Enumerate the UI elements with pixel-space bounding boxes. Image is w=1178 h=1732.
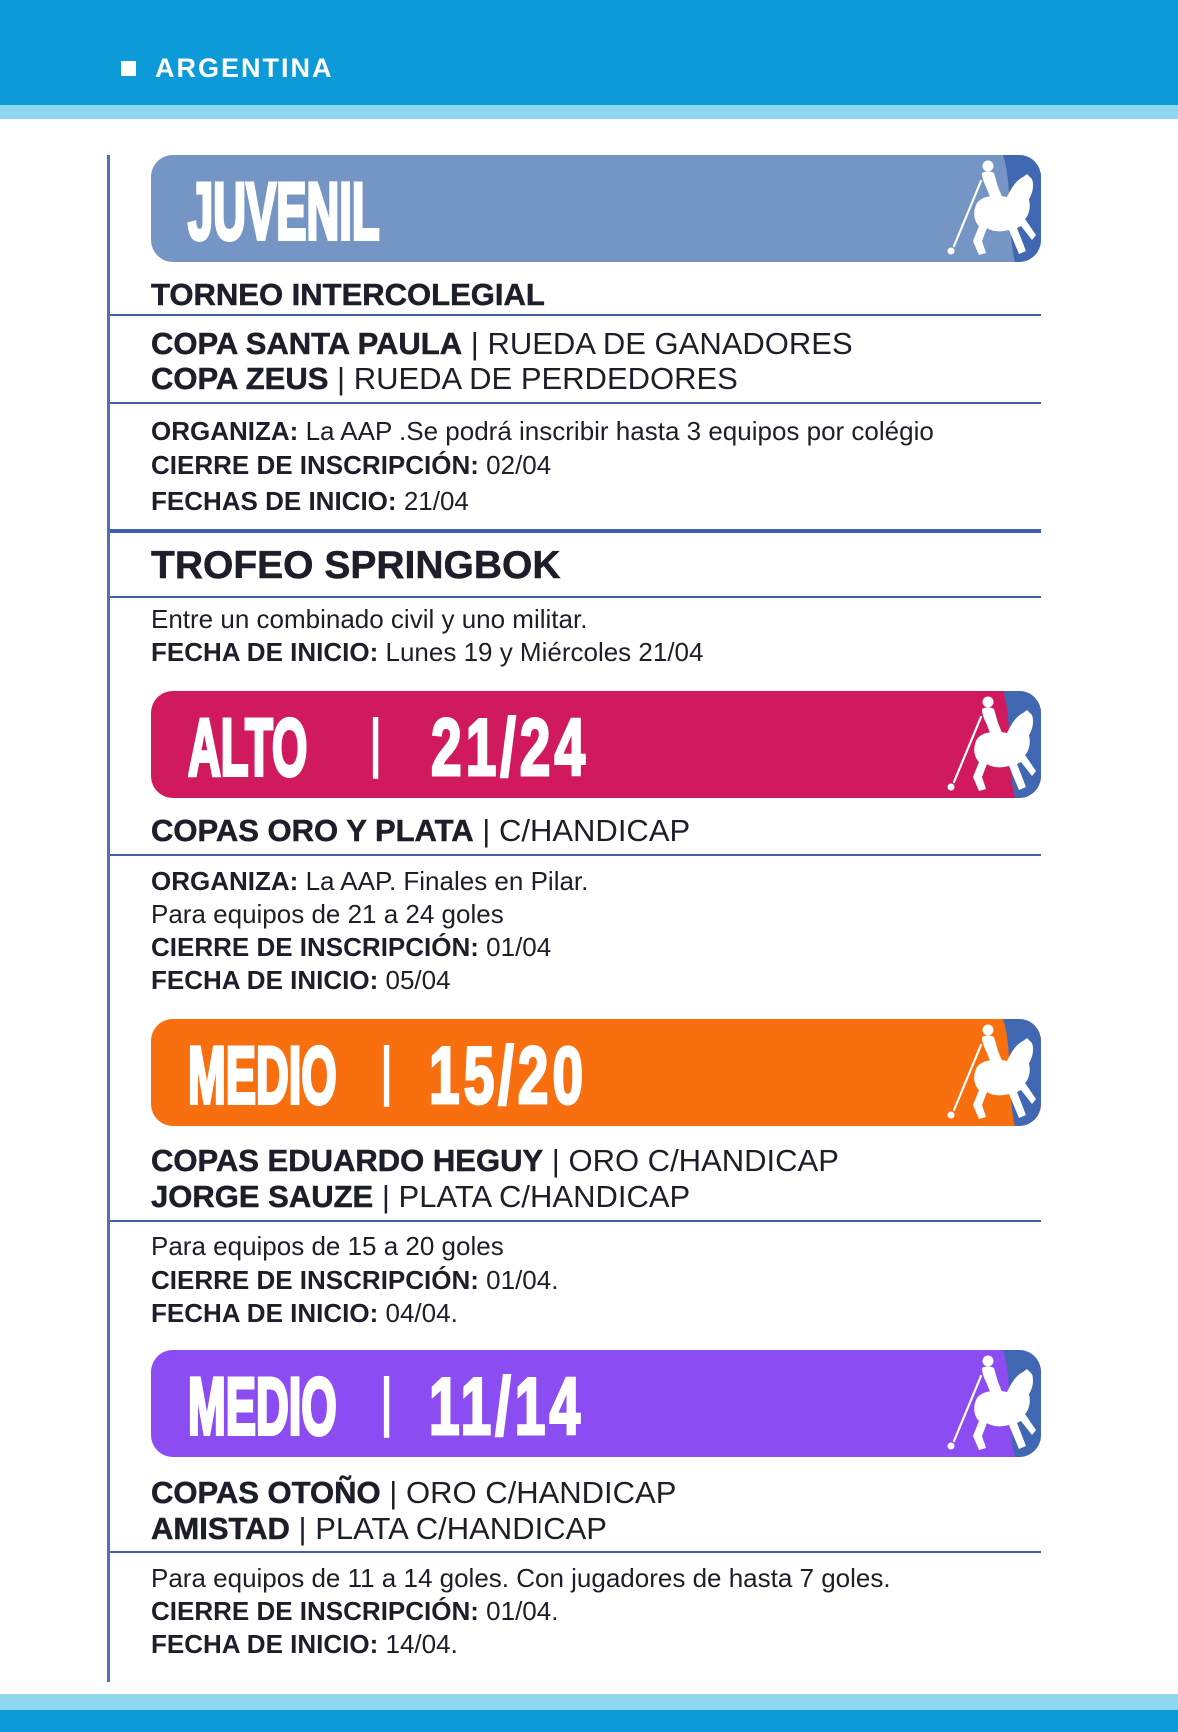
cup-name: COPAS ORO Y PLATA [151,813,474,848]
cup-detail: PLATA C/HANDICAP [398,1179,691,1214]
cup-detail: PLATA C/HANDICAP [315,1511,607,1546]
footer-accent-strip [0,1694,1178,1710]
category-divider: | [367,705,385,779]
cup-separator: | [470,326,479,361]
info-value: Lunes 19 y Miércoles 21/04 [385,637,704,667]
category-divider: | [378,1364,396,1438]
info-label: CIERRE DE INSCRIPCIÓN: [151,1596,479,1626]
footer-bar [0,1710,1178,1732]
start-date-line [151,636,703,668]
info-label: FECHA DE INICIO: [151,1629,379,1659]
info-value: 21/04 [403,486,469,516]
country-title: ARGENTINA [155,53,334,83]
tournament-title: TORNEO INTERCOLEGIAL [151,277,545,312]
start-date-line [151,1297,458,1329]
cup-detail: RUEDA DE PERDEDORES [353,361,738,396]
category-label: ALTO [188,703,308,793]
cup-line [151,326,853,362]
divider-rule-thick [110,529,1041,533]
handicap-range: 11/14 [429,1362,585,1452]
registration-close-line [151,1264,558,1296]
info-label: FECHA DE INICIO: [151,1298,379,1328]
cup-line [151,1475,676,1511]
cup-detail: RUEDA DE GANADORES [487,326,853,361]
handicap-range: 21/24 [431,703,590,793]
cup-name: JORGE SAUZE [151,1179,374,1214]
start-date-line [151,964,451,996]
cup-name: COPA ZEUS [151,361,329,396]
divider-rule [110,1220,1041,1222]
info-label: FECHA DE INICIO: [151,637,379,667]
divider-rule [110,596,1041,598]
organizer-line [151,865,588,897]
cup-separator: | [551,1143,560,1178]
cup-line [151,361,738,397]
cup-name: AMISTAD [151,1511,290,1546]
cup-line [151,1143,839,1179]
cup-name: COPAS OTOÑO [151,1475,381,1510]
polo-player-icon [941,1350,1041,1457]
info-label: ORGANIZA: [151,416,299,446]
divider-rule [110,402,1041,404]
info-label: CIERRE DE INSCRIPCIÓN: [151,450,479,480]
cup-separator: | [389,1475,398,1510]
info-value: 02/04 [486,450,552,480]
cup-separator: | [482,813,491,848]
cup-detail: C/HANDICAP [498,813,691,848]
info-value: La AAP .Se podrá inscribir hasta 3 equipos por colégio [305,416,934,446]
polo-player-icon [941,155,1041,262]
category-banner-medio-11-14 [151,1350,1041,1457]
description-line [151,898,504,930]
cup-name: COPA SANTA PAULA [151,326,463,361]
description-line [151,603,587,635]
left-vertical-rule [107,155,110,1682]
info-value: 01/04. [486,1596,559,1626]
cup-line [151,1511,607,1547]
info-label: ORGANIZA: [151,866,299,896]
info-value: Entre un combinado civil y uno militar. [151,604,588,634]
cup-detail: ORO C/HANDICAP [568,1143,839,1178]
category-banner-medio-15-20 [151,1019,1041,1126]
registration-close-line [151,1595,558,1627]
category-label: MEDIO [188,1031,337,1121]
cup-separator: | [381,1179,390,1214]
start-date-line [151,1628,458,1660]
info-label: FECHA DE INICIO: [151,965,379,995]
info-value: 04/04. [385,1298,458,1328]
start-date-line [151,485,469,517]
info-value: Para equipos de 11 a 14 goles. Con jugadores de hasta 7 goles. [151,1563,891,1593]
registration-close-line [151,931,551,963]
info-value: 14/04. [385,1629,458,1659]
category-banner-alto [151,691,1041,798]
header-accent-strip [0,105,1178,119]
category-banner-juvenil [151,155,1041,262]
cup-separator: | [337,361,346,396]
info-label: FECHAS DE INICIO: [151,486,397,516]
cup-detail: ORO C/HANDICAP [405,1475,677,1510]
polo-player-icon [941,1019,1041,1126]
cup-line [151,813,690,849]
category-divider: | [378,1033,396,1107]
category-label: JUVENIL [188,167,380,257]
cup-separator: | [298,1511,307,1546]
info-label: CIERRE DE INSCRIPCIÓN: [151,932,479,962]
cup-line [151,1179,690,1215]
cup-name: COPAS EDUARDO HEGUY [151,1143,544,1178]
organizer-line [151,415,934,447]
info-value: Para equipos de 15 a 20 goles [151,1231,504,1261]
info-value: 01/04 [486,932,552,962]
info-value: 01/04. [486,1265,559,1295]
info-value: La AAP. Finales en Pilar. [305,866,589,896]
description-line [151,1562,891,1594]
handicap-range: 15/20 [429,1031,588,1121]
info-value: 05/04 [385,965,451,995]
divider-rule [110,854,1041,856]
category-label: MEDIO [188,1362,337,1452]
polo-player-icon [941,691,1041,798]
info-value: Para equipos de 21 a 24 goles [151,899,504,929]
divider-rule [110,1551,1041,1553]
divider-rule [110,314,1041,316]
info-label: CIERRE DE INSCRIPCIÓN: [151,1265,479,1295]
square-icon [121,61,136,76]
description-line [151,1230,504,1262]
tournament-title: TROFEO SPRINGBOK [151,544,561,587]
registration-close-line [151,449,551,481]
